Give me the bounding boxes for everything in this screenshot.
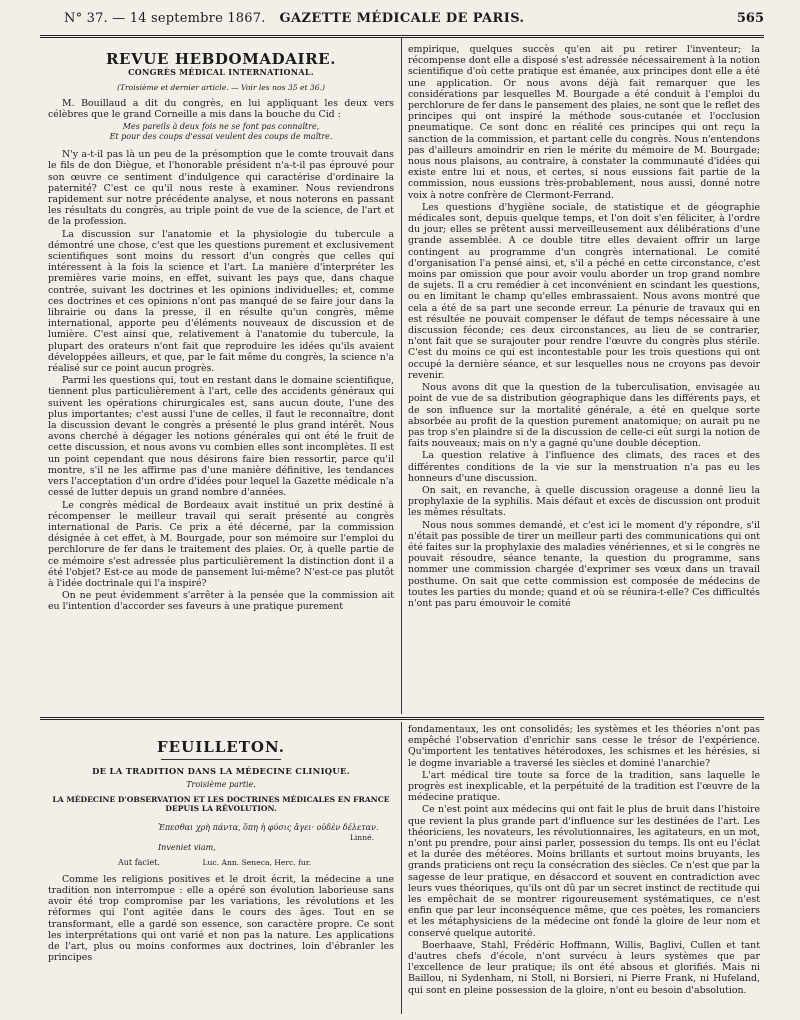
revue-intro: M. Bouillaud a dit du congrès, en lui appliquant les deux vers célèbres que le grand Corneille a mis dans la bouche du Cid :: [48, 97, 394, 120]
revue-paragraph: N'y a-t-il pas là un peu de la présomption que le comte trouvait dans le fils de don Diègue, et l'honorable président n'a-t-il pas éprouvé pour son œuvre ce sentiment d'indulgence qui caractérise d'ordinaire la paternité? C'est ce qu'il nous reste à examiner. Nous reviendrons rapidement sur notre précédente analyse, et nous noterons en passant les résultats du congrès, au triple point de vue de la science, de l'art et de la profession.: [48, 149, 394, 228]
feuilleton-subtitle: [48, 795, 394, 813]
feuilleton-paragraph: L'art médical tire toute sa force de la tradition, sans laquelle le progrès est inexplicable, et la perpétuité de la tradition est l'œuvre de la médecine pratique.: [408, 769, 760, 804]
feuilleton-divider: [161, 759, 281, 760]
feuilleton-paragraph: fondamentaux, les ont consolidés; les systèmes et les théories n'ont pas empêché l'observation d'enrichir sans cesse le trésor de l'expérience. Qu'importent les tentatives hétérodoxes, les schismes et les hérésies, si le dogme invariable a traversé les siècles et dominé l'anarchie?: [408, 724, 760, 769]
revue-note: (Troisième et dernier article. — Voir les nos 35 et 36.): [117, 83, 325, 93]
revue-paragraph: La question relative à l'influence des climats, des races et des différentes conditions de la vie sur la menstruation n'a pas eu les honneurs d'une discussion.: [408, 450, 760, 484]
feuilleton-rule: [40, 717, 764, 720]
page-header: [40, 8, 764, 30]
revue-paragraph: On sait, en revanche, à quelle discussion orageuse a donné lieu la prophylaxie de la syphilis. Mais défaut et excès de discussion ont produit les mêmes résultats.: [408, 484, 760, 519]
feuilleton-paragraph: Ce n'est point aux médecins qui ont fait le plus de bruit dans l'histoire que revient la plus grande part d'influence sur les destinées de l'art. Les théoriciens, les novateurs, les révolutionnaires, les agitateurs, en un mot, n'ont pu prendre, pour ainsi parler, possession du temps. Ils ont eu l'éclat et la durée des météores. Moins brillants et surtout moins bruyants, les grands praticiens ont reçu la consécration des siècles. Ce n'est que par la sagesse de leur pratique, en désaccord et souvent en contradiction avec leurs vues théoriques, qu'ils ont dû par un secret instinct de rectitude qui les empêchait de se montrer rigoureusement systématiques, ce n'est enfin que par leur inconséquence même, que ces poètes, les romanciers et les métaphysiciens de la médecine ont fondé la gloire de leur nom et conservé quelque autorité.: [408, 804, 760, 939]
revue-subtitle: CONGRÈS MÉDICAL INTERNATIONAL.: [128, 67, 314, 78]
feuilleton-article-title: DE LA TRADITION DANS LA MÉDECINE CLINIQUE.: [92, 766, 350, 777]
header-rule: [40, 35, 764, 38]
revue-paragraph: Les questions d'hygiène sociale, de statistique et de géographie médicales sont, depuis quelque temps, et l'on doit s'en féliciter, à l'ordre du jour; elles se prêtent aussi merveilleusement aux délibérations d'une grande assemblée. A ce double titre elles devaient offrir un large contingent au programme d'un congrès international. Le comité d'organisation l'a pensé ainsi, et, s'il a péché en cette circonstance, c'est moins par omission que pour avoir voulu aborder un trop grand nombre de sujets. Il a cru remédier à cet inconvénient en scindant les questions, ou en limitant le champ qu'elles embrassaient. Nous avons montré que cela a été de sa part une seconde erreur. La pénurie de travaux qui en est résultée ne pouvait compenser le défaut de temps nécessaire à une discussion féconde; ces deux circonstances, au lieu de se contrarier, n'ont fait que se surajouter pour rendre l'œuvre du congrès plus stérile. C'est du moins ce qui est incontestable pour les trois questions qui ont occupé la dernière séance, et sur lesquelles nous ne croyons pas devoir revenir.: [408, 201, 760, 381]
epigraph-greek: Ἐπεσθαι χρὴ πάντα, ὅπη ἡ φύσις ἄγει· οὐδὲν δέλεταν.: [158, 822, 379, 832]
feuilleton-column: [48, 724, 394, 1014]
revue-paragraph: Nous nous sommes demandé, et c'est ici le moment d'y répondre, s'il n'était pas possible de tirer un meilleur parti des communications qui ont été faites sur la prophylaxie des maladies vénériennes, et si le congrès ne pouvait résoudre, séance tenante, la question du programme, sans nommer une commission chargée d'exprimer ses vœux dans un travail posthume. On sait que cette commission est composée de médecins de toutes les parties du monde; quand et où se réunira-t-elle? Ces difficultés n'ont pas paru émouvoir le comité: [408, 519, 760, 609]
epigraph-latin-block: [118, 857, 394, 868]
revue-paragraph: Nous avons dit que la question de la tuberculisation, envisagée au point de vue de sa distribution géographique dans les différents pays, et de son influence sur la mortalité générale, a été en quelque sorte absorbée au profit de la question purement anatomique; on aurait pu ne pas trop s'en plaindre si de la discussion de celle-ci eût surgi la notion de faits nouveaux; mais on n'y a gagné qu'une double déception.: [408, 382, 760, 450]
journal-title: GAZETTE MÉDICALE DE PARIS.: [279, 11, 525, 26]
epigraph-latin-source: Luc. Ann. Seneca, Herc. fur.: [202, 857, 312, 867]
feuilleton-title: FEUILLETON.: [157, 738, 285, 756]
feuilleton-paragraph: Boerhaave, Stahl, Frédéric Hoffmann, Willis, Baglivi, Cullen et tant d'autres chefs d'école, n'ont survécu à leurs systèmes que par l'excellence de leur pratique; ils ont été absous et glorifiés. Mais ni Baillou, ni Sydenham, ni Stoll, ni Borsieri, ni Pierre Frank, ni Hufeland, qui sont en pleine possession de la gloire, n'ont eu besoin d'absolution.: [408, 939, 760, 996]
epigraph-latin-2: Aut faciet.: [118, 857, 160, 867]
revue-title: REVUE HEBDOMADAIRE.: [105, 50, 337, 68]
revue-column-continued: [408, 44, 760, 712]
epigraph: [158, 823, 394, 853]
feuilleton-subtitle-line: DEPUIS LA RÉVOLUTION.: [165, 803, 277, 813]
revue-column: [48, 44, 394, 712]
epigraph-latin: Inveniet viam,: [158, 842, 216, 852]
feuilleton-part: Troisième partie.: [186, 780, 256, 790]
cid-quote: [48, 122, 394, 141]
revue-paragraph: On ne peut évidemment s'arrêter à la pensée que la commission ait eu l'intention d'accorder ses faveurs à une pratique purement: [48, 590, 394, 613]
revue-paragraph: La discussion sur l'anatomie et la physiologie du tubercule a démontré une chose, c'est que les questions purement et exclusivement scientifiques sont moins du ressort d'un congrès que celles qui intéressent à la fois la science et l'art. La manière d'interpréter les premières varie moins, en effet, suivant les pays que, dans chaque contrée, suivant les doctrines et les opinions individuelles; et, comme ces doctrines et ces opinions n'ont pas manqué de se faire jour dans la librairie ou dans la presse, il en résulte qu'un congrès, même international, apporte peu d'éléments nouveaux de discussion et de lumière. C'est ainsi que, relativement à l'anatomie du tubercule, la plupart des orateurs n'ont fait que reproduire les idées qu'ils avaient développées ailleurs, et que, par le fait même du congrès, la science n'a réalisé sur ce point aucun progrès.: [48, 228, 394, 375]
quote-verse-2: Et pour des coups d'essai veulent des coups de maître.: [109, 131, 333, 141]
issue-number: N° 37. — 14 septembre 1867.: [64, 11, 266, 26]
epigraph-greek-source: Linné.: [349, 832, 374, 842]
revue-paragraph: Parmi les questions qui, tout en restant dans le domaine scientifique, tiennent plus particulièrement à l'art, celle des accidents généraux qui suivent les opérations chirurgicales est, sans aucun doute, l'une des plus importantes; c'est aussi l'une de celles, il faut le reconnaître, dont la discussion devant le congrès a présenté le plus grand intérêt. Nous avons cherché à dégager les notions générales qui ont été le fruit de cette discussion, et nous avons vu combien elles sont incomplètes. Il est un point cependant que nous désirons faire bien ressortir, parce qu'il montre, s'il ne les affirme pas d'une manière définitive, les tendances vers l'acceptation d'un ordre d'idées pour lequel la Gazette médicale n'a cessé de lutter depuis un grand nombre d'années.: [48, 375, 394, 499]
column-divider: [401, 722, 402, 1014]
column-divider: [401, 38, 402, 714]
feuilleton-paragraph: Comme les religions positives et le droit écrit, la médecine a une tradition non interrompue : elle a opéré son évolution laborieuse sans avoir été trop compromise par les variations, les révolutions et les réformes qui l'ont agitée dans le cours des âges. Tout en se transformant, elle a gardé son essence, son caractère propre. Ce sont les interprétations qui ont varié et non pas la nature. Les applications de l'art, plus ou moins conformes aux doctrines, loin d'ébranler les principes: [48, 873, 394, 964]
feuilleton-subtitle-line: LA MÉDECINE D'OBSERVATION ET LES DOCTRINES MÉDICALES EN FRANCE: [52, 794, 390, 804]
revue-paragraph: Le congrès médical de Bordeaux avait institué un prix destiné à récompenser le meilleur travail qui serait présenté au congrès international de Paris. Ce prix a été décerné, par la commission désignée à cet effet, à M. Bourgade, pour son mémoire sur l'emploi du perchlorure de fer dans le traitement des plaies. Or, à quelle partie de ce mémoire s'est adressée plus particulièrement la distinction dont il a été l'objet? Est-ce au mode de pansement lui-même? N'est-ce pas plutôt à l'idée doctrinale qui l'a inspiré?: [48, 499, 394, 589]
quote-verse-1: Mes pareils à deux fois ne se font pas connaître,: [122, 122, 320, 132]
feuilleton-column-continued: [408, 724, 760, 1014]
revue-paragraph: empirique, quelques succès qu'en ait pu retirer l'inventeur; la récompense dont elle a disposé s'est adressée nécessairement à la notion scientifique d'où cette pratique est émanée, aux principes dont elle a été une application. Or nous avons déjà fait remarquer que les considérations par lesquelles M. Bourgade a été conduit à l'emploi du perchlorure de fer dans le pansement des plaies, ne sont que le reflet des principes qui ont inspiré la méthode sous-cutanée et l'occlusion pneumatique. Ce sont donc en réalité ces principes qui ont reçu la sanction de la commission, et partant celle du congrès. Nous n'entendons pas d'ailleurs amoindrir en rien le mérite du mémoire de M. Bourgade; nous nous plaisons, au contraire, à constater la communauté d'idées qui existe entre lui et nous, et certes, si nous eussions fait partie de la commission, nous eussions très-probablement, nous aussi, donné notre voix à notre confrère de Clermont-Ferrand.: [408, 44, 760, 201]
page-number: 565: [736, 11, 764, 26]
